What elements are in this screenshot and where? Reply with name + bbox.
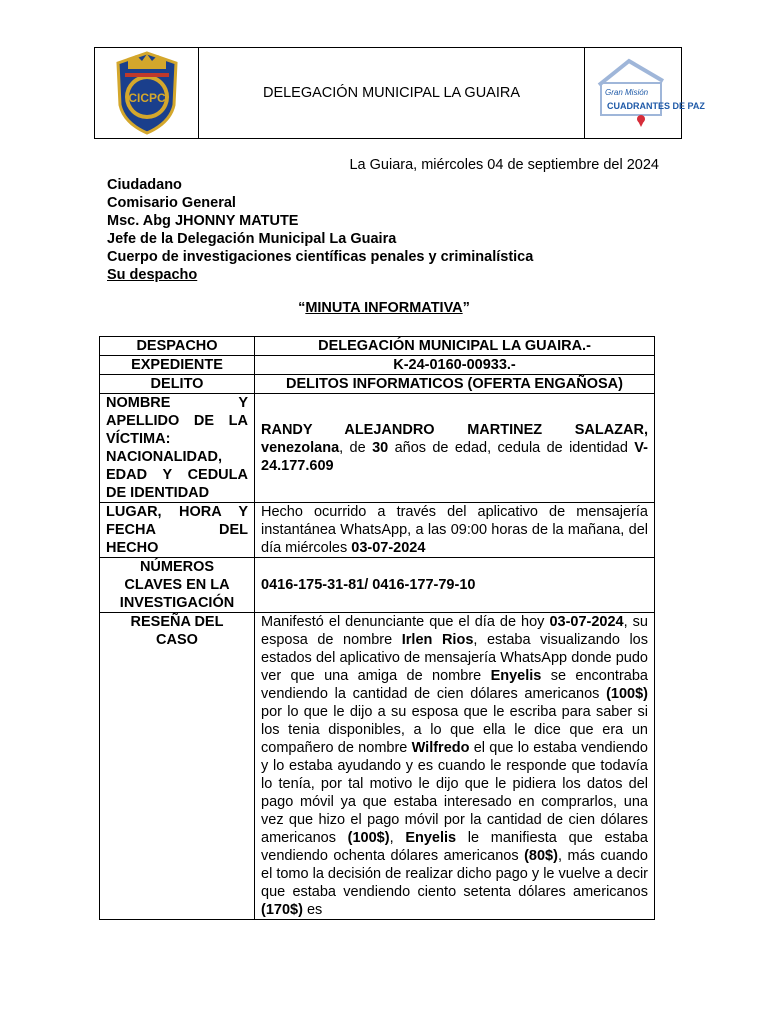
close-quote: ” xyxy=(462,300,470,316)
text-fragment: , estaba visualizando los estados del aplicativo de mensajería WhatsApp donde pudo ver que una amiga de nombre xyxy=(261,632,648,684)
date-line: La Guiara, miércoles 04 de septiembre del 2024 xyxy=(349,157,659,173)
svg-text:CUADRANTES DE PAZ: CUADRANTES DE PAZ xyxy=(607,101,705,111)
row-value xyxy=(255,503,655,558)
recipient-line: Msc. Abg JHONNY MATUTE xyxy=(107,213,299,229)
table-row xyxy=(100,394,655,503)
table-row xyxy=(100,337,655,356)
label-line: CLAVES EN LA xyxy=(124,577,230,593)
left-logo-cell xyxy=(95,48,199,138)
event-date: 03-07-2024 xyxy=(351,540,426,556)
victim-age: 30 xyxy=(372,440,389,456)
label-line: FECHA DEL xyxy=(106,522,248,538)
text-fragment: se encontraba vendiendo la cantidad de cien dólares americanos xyxy=(261,668,648,702)
label-line: LUGAR, HORA Y xyxy=(106,504,248,520)
label-line: HECHO xyxy=(106,540,159,556)
text-fragment: Hecho ocurrido a través del aplicativo de mensajería instantánea WhatsApp, a las 09:00 horas de la mañana, del día miércoles xyxy=(261,504,648,556)
table-row xyxy=(100,375,655,394)
row-value: DELITOS INFORMATICOS (OFERTA ENGAÑOSA) xyxy=(255,375,655,394)
label-line: NACIONALIDAD, xyxy=(106,449,222,465)
row-label xyxy=(100,394,255,503)
text-fragment: Manifestó el denunciante que el día de hoy xyxy=(261,614,550,630)
bold-fragment: Enyelis xyxy=(490,668,542,684)
text-fragment: , xyxy=(389,830,406,846)
bold-fragment: (100$) xyxy=(347,830,390,846)
table-row xyxy=(100,613,655,920)
row-label: DESPACHO xyxy=(100,337,255,356)
bold-fragment: Enyelis xyxy=(405,830,457,846)
bold-fragment: (100$) xyxy=(606,686,648,702)
table-row xyxy=(100,558,655,613)
recipient-line: Ciudadano xyxy=(107,177,182,193)
label-line: EDAD Y CEDULA xyxy=(106,467,248,483)
row-label: DELITO xyxy=(100,375,255,394)
text-fragment: el que lo estaba vendiendo y lo estaba ayudando y es cuando le responde que todavía lo tenía, por tal motivo le dijo que le pidiera los datos del pago móvil ya que estaba interesado en comprarlos, una vez que hizo el pago móvil por la cantidad de cien dólares americanos xyxy=(261,740,648,846)
recipient-line: Comisario General xyxy=(107,195,236,211)
svg-text:Gran Misión: Gran Misión xyxy=(605,88,649,97)
table-row xyxy=(100,503,655,558)
open-quote: “ xyxy=(298,300,306,316)
text-fragment: por lo que le dijo a su esposa que le escriba para saber si los tenia disponibles, a lo que ella le dice que era un compañero de nombre xyxy=(261,704,648,756)
minuta-heading xyxy=(0,300,768,316)
label-line: APELLIDO DE LA xyxy=(106,413,248,429)
table-row xyxy=(100,356,655,375)
bold-fragment: Irlen Rios xyxy=(401,632,474,648)
label-line: NOMBRE Y xyxy=(106,395,248,411)
recipient-line: Jefe de la Delegación Municipal La Guaira xyxy=(107,231,397,247)
recipient-block xyxy=(107,176,533,284)
row-value xyxy=(255,394,655,503)
bold-fragment: (170$) xyxy=(261,902,303,918)
cuadrantes-de-paz-logo xyxy=(593,55,705,131)
minuta-title: MINUTA INFORMATIVA xyxy=(305,300,463,316)
text-fragment: años de edad, cedula de identidad xyxy=(388,440,635,456)
label-line: DE IDENTIDAD xyxy=(106,485,210,501)
case-table xyxy=(99,336,655,920)
row-value: DELEGACIÓN MUNICIPAL LA GUAIRA.- xyxy=(255,337,655,356)
text-fragment: le manifiesta que estaba vendiendo ochenta dólares americanos xyxy=(261,830,648,864)
badge-lettering: CICPC xyxy=(127,91,166,105)
cicpc-badge-logo xyxy=(112,51,182,135)
row-label: EXPEDIENTE xyxy=(100,356,255,375)
victim-nationality: venezolana xyxy=(261,440,340,456)
header-title: DELEGACIÓN MUNICIPAL LA GUAIRA xyxy=(199,48,585,138)
header-box xyxy=(94,47,705,139)
text-fragment: , su esposa de nombre xyxy=(261,614,648,648)
recipient-line-su-despacho: Su despacho xyxy=(107,267,198,283)
bold-fragment: (80$) xyxy=(524,848,558,864)
bold-fragment: Wilfredo xyxy=(411,740,470,756)
text-fragment: es xyxy=(302,902,323,918)
label-line: CASO xyxy=(156,632,198,648)
recipient-line: Cuerpo de investigaciones científicas penales y criminalística xyxy=(107,249,534,265)
label-line: RESEÑA DEL xyxy=(130,614,224,630)
label-line: VÍCTIMA: xyxy=(106,431,171,447)
label-line: NÚMEROS xyxy=(139,559,215,575)
victim-id: V-24.177.609 xyxy=(261,440,648,474)
row-value: 0416-175-31-81/ 0416-177-79-10 xyxy=(255,558,655,613)
case-summary xyxy=(255,613,655,920)
victim-name: RANDY ALEJANDRO MARTINEZ SALAZAR, xyxy=(261,422,648,438)
label-line: INVESTIGACIÓN xyxy=(119,595,235,611)
row-label xyxy=(100,613,255,920)
row-value: K-24-0160-00933.- xyxy=(255,356,655,375)
right-logo-cell xyxy=(585,48,705,138)
row-label xyxy=(100,558,255,613)
text-fragment: , más cuando el tomo la decisión de realizar dicho pago y le vuelve a decir que estaba vendiendo ciento setenta dólares americanos xyxy=(261,848,648,900)
text-fragment: , de xyxy=(339,440,373,456)
row-label xyxy=(100,503,255,558)
bold-fragment: 03-07-2024 xyxy=(549,614,624,630)
